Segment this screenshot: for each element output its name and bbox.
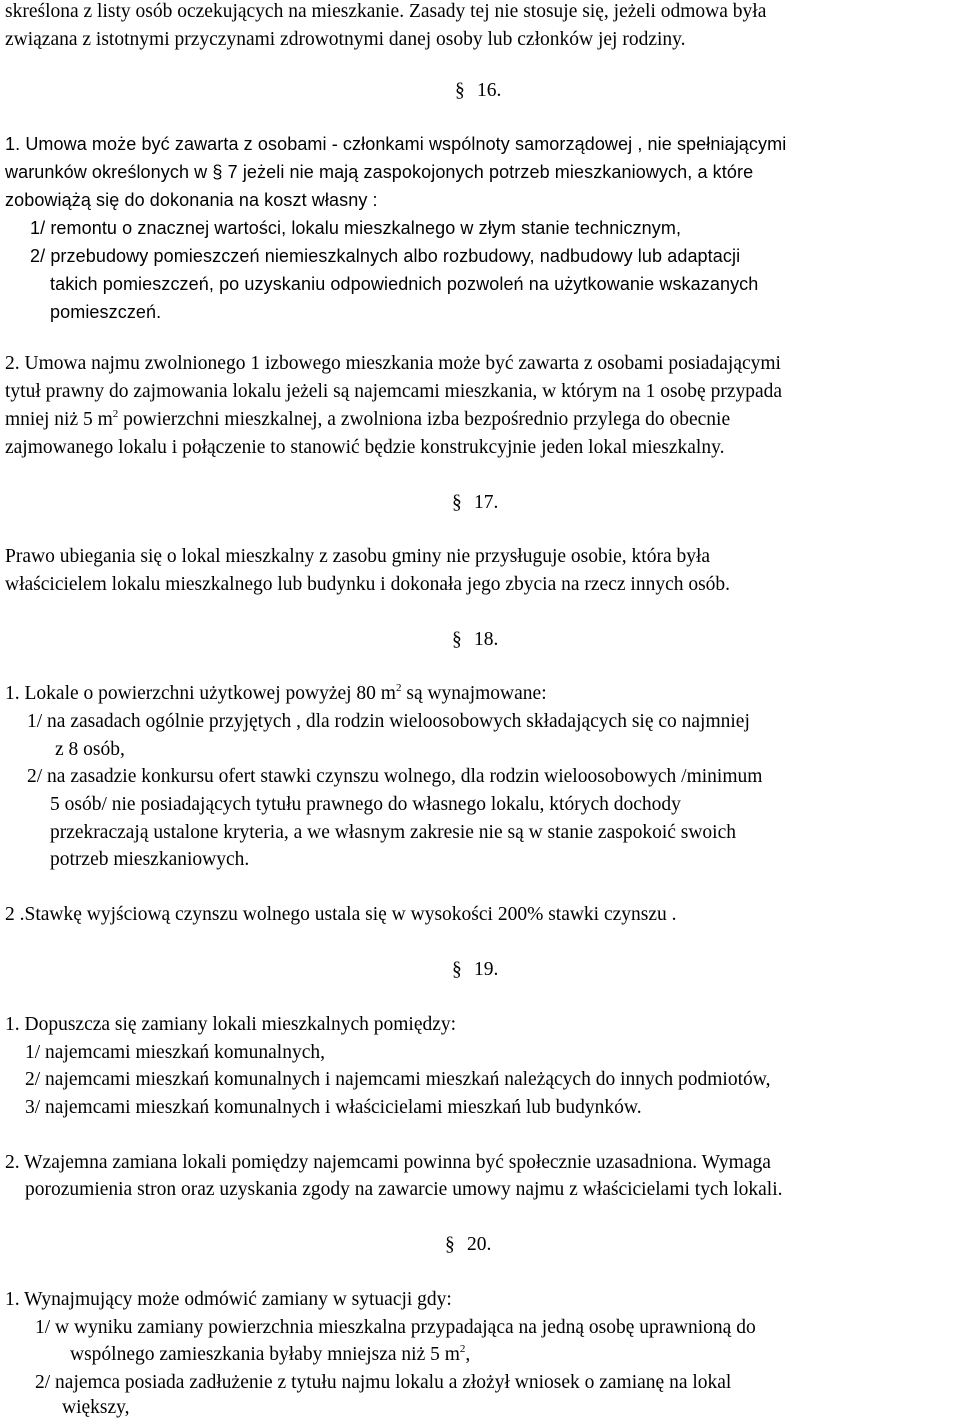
text-line: pomieszczeń.	[50, 302, 162, 322]
text-line: takich pomieszczeń, po uzyskaniu odpowiednich pozwoleń na użytkowanie wskazanych	[50, 274, 759, 294]
text-line: zajmowanego lokalu i połączenie to stanowić będzie konstrukcyjnie jeden lokal mieszkalny.	[5, 437, 725, 458]
section-symbol: §	[212, 162, 223, 182]
text-line: Prawo ubiegania się o lokal mieszkalny z zasobu gminy nie przysługuje osobie, która była	[5, 546, 711, 567]
text-line: warunków określonych w § 7 jeżeli nie mają zaspokojonych potrzeb mieszkaniowych, a które	[5, 162, 754, 182]
text-line: 1. Wynajmujący może odmówić zamiany w sytuacji gdy:	[5, 1289, 452, 1310]
section-heading-17: § 17.	[452, 492, 499, 513]
text-line: skreślona z listy osób oczekujących na mieszkanie. Zasady tej nie stosuje się, jeżeli odmowa była	[5, 1, 767, 22]
list-item: 3/ najemcami mieszkań komunalnych i właścicielami mieszkań lub budynków.	[25, 1097, 642, 1118]
text-line: 1. Dopuszcza się zamiany lokali mieszkalnych pomiędzy:	[5, 1014, 457, 1035]
section-heading-19: § 19.	[452, 959, 499, 980]
text-line: 2. Umowa najmu zwolnionego 1 izbowego mieszkania może być zawarta z osobami posiadającymi	[5, 353, 781, 374]
section-heading-16: § 16.	[455, 80, 502, 101]
section-heading-20: § 20.	[445, 1234, 492, 1255]
text-line: 1. Umowa może być zawarta z osobami - członkami wspólnoty samorządowej , nie spełniającymi	[5, 134, 787, 154]
list-item: 1/ w wyniku zamiany powierzchnia mieszkalna przypadająca na jedną osobę uprawnioną do	[35, 1317, 756, 1338]
text-line: zobowiążą się do dokonania na koszt własny :	[5, 190, 378, 210]
list-item: 2/ na zasadzie konkursu ofert stawki czynszu wolnego, dla rodzin wieloosobowych /minimum	[27, 766, 763, 787]
text-line: 1. Lokale o powierzchni użytkowej powyżej 80 $m^2$ są wynajmowane:	[5, 682, 547, 704]
text-line: 2. Wzajemna zamiana lokali pomiędzy najemcami powinna być społecznie uzasadniona. Wymaga	[5, 1152, 771, 1173]
text-line: porozumienia stron oraz uzyskania zgody na zawarcie umowy najmu z właścicielami tych lokali.	[25, 1179, 783, 1200]
list-item: 1/ remontu o znacznej wartości, lokalu mieszkalnego w złym stanie technicznym,	[30, 218, 682, 238]
text-line: 2 .Stawkę wyjściową czynszu wolnego ustala się w wysokości 200% stawki czynszu .	[5, 904, 677, 925]
text-line: większy,	[62, 1397, 130, 1418]
list-item: 2/ najemca posiada zadłużenie z tytułu najmu lokalu a złożył wniosek o zamianę na lokal	[35, 1372, 732, 1393]
text-line: potrzeb mieszkaniowych.	[50, 849, 250, 870]
text-line: z 8 osób,	[55, 739, 125, 760]
list-item: 1/ na zasadach ogólnie przyjętych , dla rodzin wieloosobowych składających się co najmniej	[27, 711, 750, 732]
text-line: przekraczają ustalone kryteria, a we własnym zakresie nie są w stanie zaspokoić swoich	[50, 822, 737, 843]
text-line: wspólnego zamieszkania byłaby mniejsza niż 5 $m^2$,	[70, 1343, 471, 1365]
text-line: tytuł prawny do zajmowania lokalu jeżeli są najemcami mieszkania, w którym na 1 osobę przypada	[5, 381, 783, 402]
section-heading-18: § 18.	[452, 629, 499, 650]
text-line: związana z istotnymi przyczynami zdrowotnymi danej osoby lub członków jej rodziny.	[5, 29, 686, 50]
list-item: 2/ najemcami mieszkań komunalnych i najemcami mieszkań należących do innych podmiotów,	[25, 1069, 771, 1090]
text-line: 5 osób/ nie posiadających tytułu prawnego do własnego lokalu, których dochody	[50, 794, 681, 815]
text-line: właścicielem lokalu mieszkalnego lub budynku i dokonała jego zbycia na rzecz innych osób.	[5, 574, 731, 595]
list-item: 1/ najemcami mieszkań komunalnych,	[25, 1042, 325, 1063]
list-item: 2/ przebudowy pomieszczeń niemieszkalnych albo rozbudowy, nadbudowy lub adaptacji	[30, 246, 741, 266]
text-line: mniej niż 5 $m^2$ powierzchni mieszkalnej, a zwolniona izba bezpośrednio przylega do obecnie	[5, 408, 731, 430]
